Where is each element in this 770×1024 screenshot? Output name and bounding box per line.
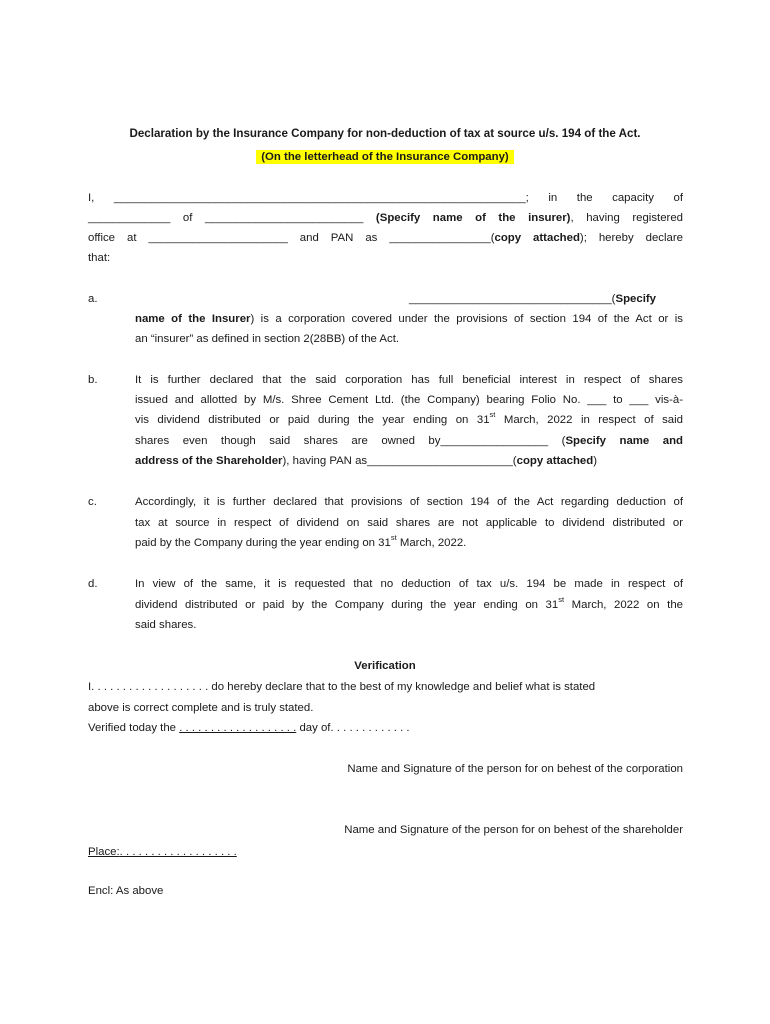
specify-insurer: (Specify name of the insurer) (375, 212, 571, 224)
item-a-line-1 (409, 292, 656, 306)
place-blank: . . . . . . . . . . . . . . . . . . . (119, 846, 237, 858)
c-march-text: March, 2022. (396, 537, 467, 549)
specify-text: Specify (615, 293, 656, 305)
b-year-text: vis dividend distributed or paid during the year ending on 31 (135, 414, 490, 426)
registered-text: , having registered (570, 212, 683, 224)
item-d-line-2 (135, 595, 683, 612)
intro-i: I, (88, 192, 95, 204)
intro-line-3 (88, 231, 683, 245)
b-copy-attached: copy attached (516, 455, 594, 467)
document-title: Declaration by the Insurance Company for non-deduction of tax at source u/s. 194 of the Act. (129, 127, 641, 140)
item-b-line-5 (135, 454, 597, 468)
verification-title: Verification (354, 660, 416, 672)
verification-heading (0, 659, 770, 673)
c-ordinal: st (390, 533, 397, 543)
pan-blank: ), having PAN as_______________________( (282, 455, 517, 467)
item-c-line-2: tax at source in respect of dividend on said shares are not applicable to dividend distributed or (135, 517, 683, 529)
insurer-blank: ________________________________( (408, 293, 616, 305)
item-d-label: d. (88, 578, 98, 590)
specify-name-and: Specify name and (565, 435, 683, 447)
item-b-line-3 (135, 410, 683, 427)
signature-corporation: Name and Signature of the person for on behest of the corporation (347, 763, 683, 775)
verified-today: Verified today the (88, 722, 180, 734)
capacity-blank: _____________ of _________________________ (88, 212, 364, 224)
b-march-text: March, 2022 in respect of said (495, 414, 683, 426)
item-b-line-4 (135, 434, 683, 448)
place-line (88, 845, 237, 859)
d-march-text: March, 2022 on the (564, 599, 683, 611)
place-label: Place: (88, 846, 120, 858)
subtitle-highlight: (On the letterhead of the Insurance Company) (256, 150, 513, 164)
d-year-text: dividend distributed or paid by the Company during the year ending on 31 (135, 599, 559, 611)
item-c-line-1: Accordingly, it is further declared that provisions of section 194 of the Act regarding deduction of (135, 496, 683, 508)
verification-line-1: I. . . . . . . . . . . . . . . . . . . do hereby declare that to the best of my knowledge and belief what is stated (88, 681, 596, 693)
item-a-label: a. (88, 293, 98, 305)
document-subtitle (0, 150, 770, 164)
item-c-label: c. (88, 496, 97, 508)
b-close-paren: ) (593, 455, 597, 467)
item-c-line-3 (135, 533, 467, 550)
shareholder-address: address of the Shareholder (135, 455, 283, 467)
item-a-line-2 (135, 312, 683, 326)
item-d-line-3: said shares. (135, 619, 197, 631)
b-ordinal: st (489, 410, 496, 420)
name-blank: _________________________________________________________________; in the capacity of (113, 192, 683, 204)
office-pan-text: office at ______________________ and PAN as ________________( (88, 232, 495, 244)
verification-line-2: above is correct complete and is truly stated. (88, 702, 314, 714)
insurer-name-label: name of the Insurer (135, 313, 251, 325)
intro-line-4: that: (88, 252, 111, 264)
d-ordinal: st (558, 595, 565, 605)
item-b-line-1: It is further declared that the said corporation has full beneficial interest in respect of shares (135, 374, 683, 386)
item-b-line-2: issued and allotted by M/s. Shree Cement Ltd. (the Company) bearing Folio No. ___ to ___ vis-à- (135, 394, 683, 406)
day-of: day of. . . . . . . . . . . . . (296, 722, 410, 734)
signature-shareholder: Name and Signature of the person for on behest of the shareholder (344, 824, 683, 836)
item-d-line-1: In view of the same, it is requested that no deduction of tax u/s. 194 be made in respect of (135, 578, 683, 590)
owned-by-blank: shares even though said shares are owned by_________________ ( (135, 435, 566, 447)
item-a-line-3: an “insurer” as defined in section 2(28BB) of the Act. (135, 333, 400, 345)
copy-attached: copy attached (494, 232, 580, 244)
intro-line-1 (88, 191, 683, 205)
c-year-text: paid by the Company during the year ending on 31 (135, 537, 391, 549)
enclosure-note: Encl: As above (88, 885, 164, 897)
intro-line-2 (88, 211, 683, 225)
declare-text: ); hereby declare (579, 232, 683, 244)
date-blank: . . . . . . . . . . . . . . . . . . . (179, 722, 297, 734)
verification-line-3 (88, 721, 410, 735)
item-b-label: b. (88, 374, 98, 386)
corporation-text: ) is a corporation covered under the provisions of section 194 of the Act or is (250, 313, 683, 325)
